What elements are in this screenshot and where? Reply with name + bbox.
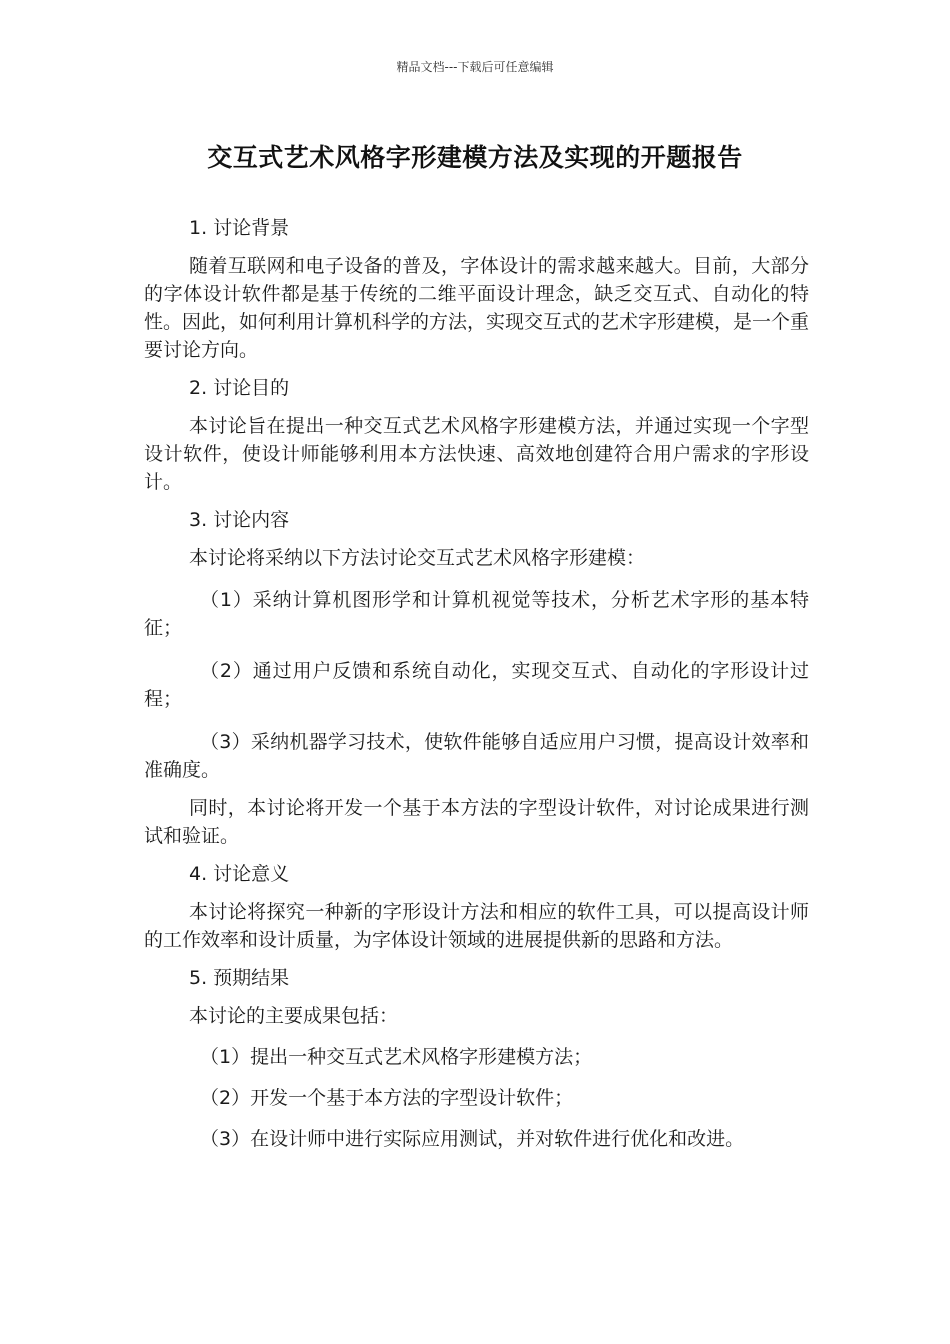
list-item-result-1: （1）提出一种交互式艺术风格字形建模方法； — [200, 1046, 593, 1068]
list-item-result-3: （3）在设计师中进行实际应用测试，并对软件进行优化和改进。 — [200, 1128, 745, 1150]
section-heading-content: 3. 讨论内容 — [189, 509, 290, 531]
list-item-content-2: （2）通过用户反馈和系统自动化，实现交互式、自动化的字形设计过程； — [144, 660, 809, 710]
list-item-result-2: （2）开发一个基于本方法的字型设计软件； — [200, 1087, 574, 1109]
paragraph-content-closing: 同时，本讨论将开发一个基于本方法的字型设计软件，对讨论成果进行测试和验证。 — [144, 797, 809, 847]
paragraph-background: 随着互联网和电子设备的普及，字体设计的需求越来越大。目前，大部分的字体设计软件都是基于传统的二维平面设计理念，缺乏交互式、自动化的特性。因此，如何利用计算机科学的方法，实现交互式的艺术字形建模，是一个重要讨论方向。 — [144, 255, 810, 361]
header-note: 精品文档---下载后可任意编辑 — [396, 60, 554, 74]
list-item-content-1: （1）采纳计算机图形学和计算机视觉等技术，分析艺术字形的基本特征； — [144, 589, 809, 639]
section-heading-results: 5. 预期结果 — [189, 967, 290, 989]
list-item-content-3: （3）采纳机器学习技术，使软件能够自适应用户习惯，提高设计效率和准确度。 — [144, 731, 809, 781]
section-heading-significance: 4. 讨论意义 — [189, 863, 290, 885]
document-body — [144, 214, 809, 1166]
paragraph-significance: 本讨论将探究一种新的字形设计方法和相应的软件工具，可以提高设计师的工作效率和设计质量，为字体设计领域的进展提供新的思路和方法。 — [144, 901, 809, 951]
paragraph-content-intro: 本讨论将采纳以下方法讨论交互式艺术风格字形建模： — [189, 547, 646, 569]
paragraph-results-intro: 本讨论的主要成果包括： — [189, 1005, 399, 1027]
section-heading-background: 1. 讨论背景 — [189, 217, 290, 239]
section-heading-purpose: 2. 讨论目的 — [189, 377, 290, 399]
paragraph-purpose: 本讨论旨在提出一种交互式艺术风格字形建模方法，并通过实现一个字型设计软件，使设计师能够利用本方法快速、高效地创建符合用户需求的字形设计。 — [144, 415, 809, 493]
document-title: 交互式艺术风格字形建模方法及实现的开题报告 — [207, 143, 743, 172]
